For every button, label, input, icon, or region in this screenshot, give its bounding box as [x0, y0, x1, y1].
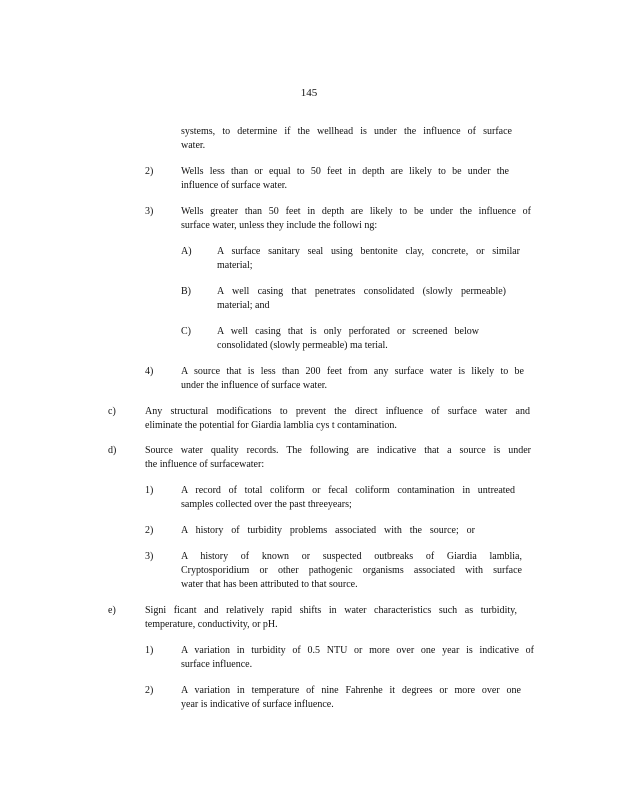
text-line: eliminate the potential for Giardia lamblia cys t contamination. — [145, 420, 397, 431]
text-line: under the influence of surface water. — [181, 380, 328, 391]
item-text — [145, 405, 530, 433]
item-text — [181, 205, 531, 233]
item-text — [217, 285, 506, 313]
text-line: material; — [217, 260, 253, 271]
item-text — [181, 550, 522, 592]
text-line: A well casing that is only perforated or screened below — [217, 326, 479, 337]
text-line: Cryptosporidium or other pathogenic organisms associated with surface — [181, 565, 522, 576]
item-text — [217, 245, 520, 273]
text-line: A history of known or suspected outbreaks of Giardia lamblia, — [181, 551, 522, 562]
item-text — [181, 684, 521, 712]
text-line: Wells greater than 50 feet in depth are likely to be under the influence of — [181, 206, 531, 217]
text-line: water. — [181, 140, 206, 151]
item-label: 4) — [145, 366, 154, 377]
item-label: 3) — [145, 551, 154, 562]
item-label: A) — [181, 246, 192, 257]
text-line: temperature, conductivity, or pH. — [145, 619, 278, 630]
text-line: samples collected over the past threeyears; — [181, 499, 352, 510]
item-label: B) — [181, 286, 191, 297]
item-label: 2) — [145, 166, 154, 177]
text-line: material; and — [217, 300, 270, 311]
text-line: Wells less than or equal to 50 feet in depth are likely to be under the — [181, 166, 509, 177]
text-line: Source water quality records. The following are indicative that a source is under — [145, 445, 531, 456]
item-text — [217, 325, 479, 353]
text-line: systems, to determine if the wellhead is under the influence of surface — [181, 126, 512, 137]
item-label: 2) — [145, 685, 154, 696]
text-line: surface water, unless they include the followi ng: — [181, 220, 378, 231]
text-line: influence of surface water. — [181, 180, 288, 191]
text-line: A history of turbidity problems associated with the source; or — [181, 525, 475, 536]
item-label: e) — [108, 605, 116, 616]
page-number: 145 — [300, 87, 318, 99]
text-line: consolidated (slowly permeable) ma terial. — [217, 340, 388, 351]
item-label: 1) — [145, 645, 154, 656]
item-text — [181, 644, 534, 672]
text-line: Any structural modifications to prevent the direct influence of surface water and — [145, 406, 530, 417]
text-line: Signi ficant and relatively rapid shifts in water characteristics such as turbidity, — [145, 605, 517, 616]
text-line: the influence of surfacewater: — [145, 459, 265, 470]
text-line: A variation in temperature of nine Fahrenhe it degrees or more over one — [181, 685, 521, 696]
text-line: A source that is less than 200 feet from any surface water is likely to be — [181, 366, 524, 377]
text-line: surface influence. — [181, 659, 253, 670]
item-label: 1) — [145, 485, 154, 496]
item-text — [181, 484, 515, 512]
item-label: C) — [181, 326, 191, 337]
text-line: A surface sanitary seal using bentonite clay, concrete, or similar — [217, 246, 520, 257]
item-label: 2) — [145, 525, 154, 536]
text-line: A record of total coliform or fecal coliform contamination in untreated — [181, 485, 515, 496]
item-label: c) — [108, 406, 116, 417]
item-label: d) — [108, 445, 117, 456]
text-line: A well casing that penetrates consolidated (slowly permeable) — [217, 286, 506, 297]
item-text — [181, 524, 475, 538]
item-text — [181, 125, 512, 153]
item-text — [181, 365, 524, 393]
item-text — [145, 444, 531, 472]
item-text — [181, 165, 509, 193]
text-line: A variation in turbidity of 0.5 NTU or more over one year is indicative of — [181, 645, 534, 656]
item-text — [145, 604, 517, 632]
text-line: year is indicative of surface influence. — [181, 699, 334, 710]
item-label: 3) — [145, 206, 154, 217]
text-line: water that has been attributed to that source. — [181, 579, 358, 590]
